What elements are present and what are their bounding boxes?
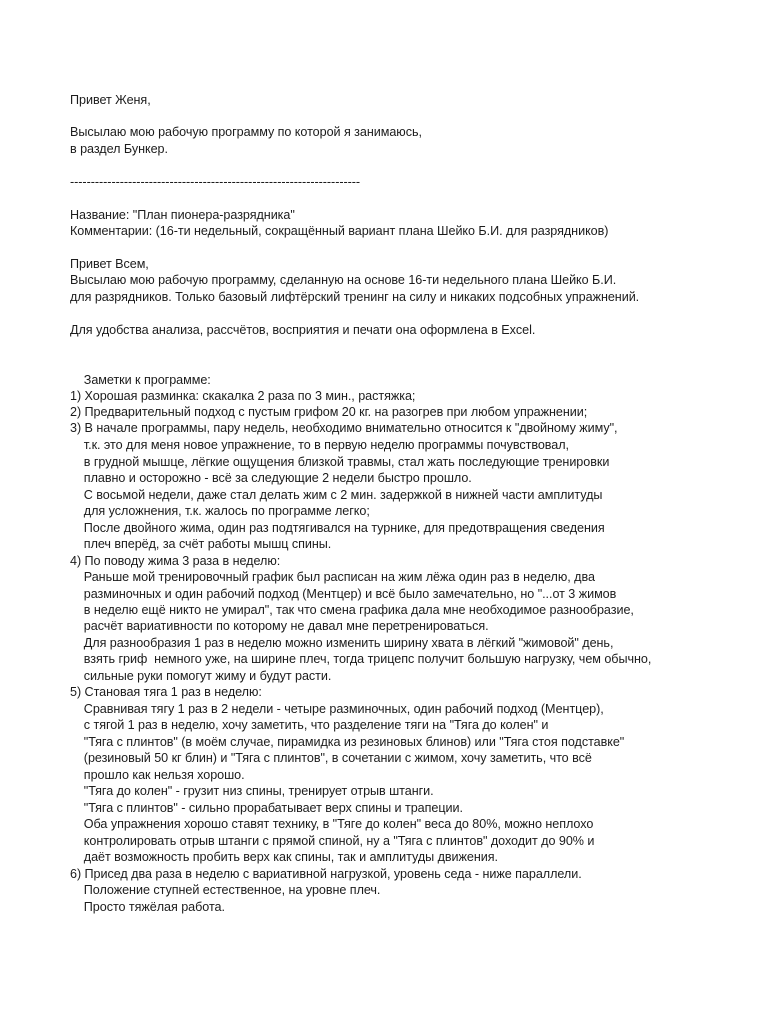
note-line: После двойного жима, один раз подтягивался на турнике, для предотвращения сведения [70,521,605,535]
note-line: 1) Хорошая разминка: скакалка 2 раза по 3 мин., растяжка; [70,389,416,403]
note-line: Сравнивая тягу 1 раз в 2 недели - четыре разминочных, один рабочий подход (Ментцер), [70,702,604,716]
note-line: контролировать отрыв штанги с прямой спиной, ну а "Тяга с плинтов" доходит до 90% и [70,834,595,848]
hello-all-line: Привет Всем, [70,257,149,271]
note-line: "Тяга с плинтов" (в моём случае, пирамидка из резиновых блинов) или "Тяга стоя подставке" [70,735,625,749]
note-line: "Тяга до колен" - грузит низ спины, тренирует отрыв штанги. [70,784,434,798]
note-line: 4) По поводу жима 3 раза в неделю: [70,554,281,568]
note-line: 5) Становая тяга 1 раз в неделю: [70,685,262,699]
note-line: сильные руки помогут жиму и будут расти. [70,669,332,683]
intro-line-2: в раздел Бункер. [70,142,168,156]
note-line: Положение ступней естественное, на уровне плеч. [70,883,381,897]
notes-title: Заметки к программе: [70,373,211,387]
intro-line-1: Высылаю мою рабочую программу по которой я занимаюсь, [70,125,422,139]
note-line: плавно и осторожно - всё за следующие 2 недели быстро прошло. [70,471,472,485]
note-line: Просто тяжёлая работа. [70,900,225,914]
greeting-line: Привет Женя, [70,93,151,107]
note-line: прошло как нельзя хорошо. [70,768,245,782]
note-line: т.к. это для меня новое упражнение, то в первую неделю программы почувствовал, [70,438,569,452]
separator-line: ---------------------------------------------------------------------- [70,175,361,189]
note-line: разминочных и один рабочий подход (Ментцер) и всё было замечательно, но "...от 3 жимов [70,587,617,601]
note-line: С восьмой недели, даже стал делать жим с 2 мин. задержкой в нижней части амплитуды [70,488,603,502]
note-line: Оба упражнения хорошо ставят технику, в "Тяге до колен" веса до 80%, можно неплохо [70,817,594,831]
note-line: даёт возможность пробить верх как спины, так и амплитуды движения. [70,850,498,864]
note-line: с тягой 1 раз в неделю, хочу заметить, что разделение тяги на "Тяга до колен" и [70,718,549,732]
description-line-2: для разрядников. Только базовый лифтёрский тренинг на силу и никаких подсобных упражнений. [70,290,640,304]
note-line: плеч вперёд, за счёт работы мышц спины. [70,537,332,551]
description-line-1: Высылаю мою рабочую программу, сделанную на основе 16-ти недельного плана Шейко Б.И. [70,273,617,287]
note-line: Для разнообразия 1 раз в неделю можно изменить ширину хвата в лёгкий "жимовой" день, [70,636,614,650]
note-line: взять гриф немного уже, на ширине плеч, тогда трицепс получит большую нагрузку, чем обычно, [70,652,652,666]
note-line: 3) В начале программы, пару недель, необходимо внимательно относится к "двойному жиму", [70,421,618,435]
note-line: расчёт вариативности по которому не давал мне перетренироваться. [70,619,489,633]
note-line: для усложнения, т.к. жалось по программе легко; [70,504,370,518]
note-line: "Тяга с плинтов" - сильно прорабатывает верх спины и трапеции. [70,801,463,815]
note-line: Раньше мой тренировочный график был расписан на жим лёжа один раз в неделю, два [70,570,595,584]
note-line: в грудной мышце, лёгкие ощущения близкой травмы, стал жать последующие тренировки [70,455,610,469]
note-line: 2) Предварительный подход с пустым грифом 20 кг. на разогрев при любом упражнении; [70,405,588,419]
note-line: (резиновый 50 кг блин) и "Тяга с плинтов", в сочетании с жимом, хочу заметить, что всё [70,751,592,765]
excel-note: Для удобства анализа, рассчётов, восприятия и печати она оформлена в Excel. [70,323,536,337]
note-line: 6) Присед два раза в неделю с вариативной нагрузкой, уровень седа - ниже параллели. [70,867,582,881]
program-comment: Комментарии: (16-ти недельный, сокращённый вариант плана Шейко Б.И. для разрядников) [70,224,609,238]
note-line: в неделю ещё никто не умирал", так что смена графика дала мне необходимое разнообразие, [70,603,634,617]
program-name: Название: "План пионера-разрядника" [70,208,295,222]
